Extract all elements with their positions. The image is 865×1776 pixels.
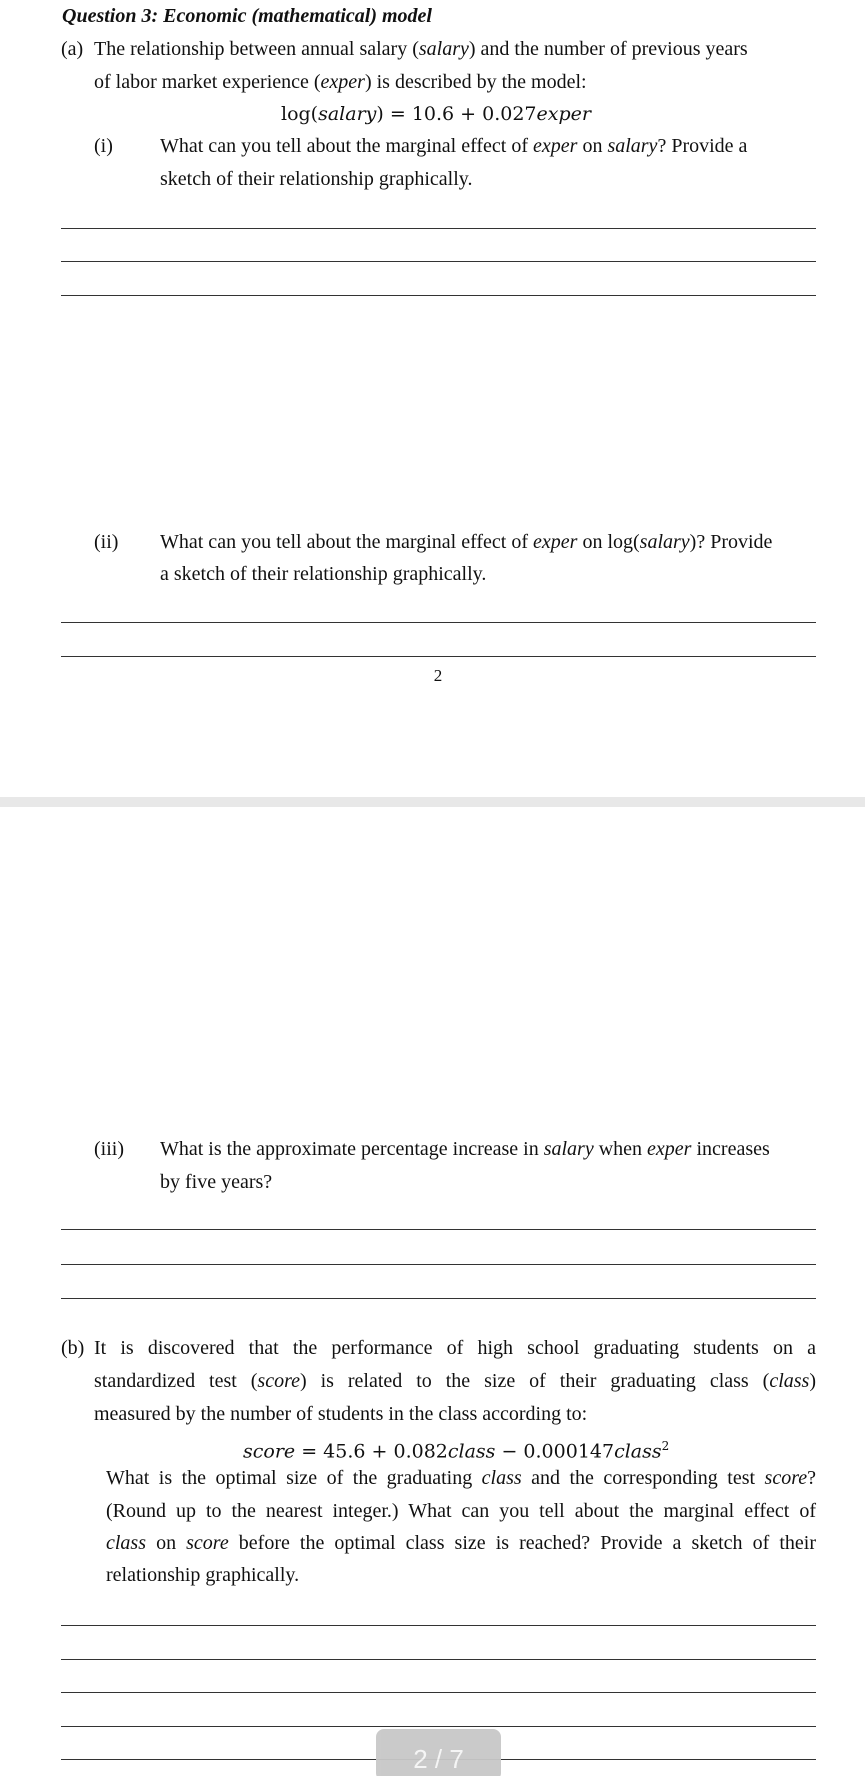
part-b-text-line-1: It is discovered that the performance of high school graduating students on a [94, 1337, 816, 1359]
answer-line [61, 656, 816, 657]
part-b-text-line-2: standardized test (score) is related to the size of their graduating class (class) [94, 1370, 816, 1392]
answer-line [61, 228, 816, 229]
part-b-label: (b) [61, 1337, 85, 1359]
part-b-question-line-2: (Round up to the nearest integer.) What can you tell about the marginal effect of [106, 1500, 816, 1522]
sub-ii-text-line-2: a sketch of their relationship graphically. [160, 563, 487, 585]
part-b-text-line-3: measured by the number of students in the class according to: [94, 1403, 588, 1425]
document-page-3 [0, 807, 865, 1776]
sub-iii-text-line-2: by five years? [160, 1171, 273, 1193]
answer-line [61, 295, 816, 296]
part-a-text-line-1: The relationship between annual salary (salary) and the number of previous years [94, 38, 748, 60]
part-b-question-line-1: What is the optimal size of the graduating class and the corresponding test score? [106, 1467, 816, 1489]
answer-line [61, 622, 816, 623]
document-page-2 [0, 0, 865, 797]
answer-line [61, 1625, 816, 1626]
sub-i-text-line-2: sketch of their relationship graphically. [160, 168, 473, 190]
page-separator [0, 797, 865, 807]
part-a-text-line-2: of labor market experience (exper) is described by the model: [94, 71, 587, 93]
part-a-label: (a) [61, 38, 84, 60]
answer-line [61, 1659, 816, 1660]
sub-i-label: (i) [94, 135, 113, 157]
answer-line [61, 1298, 816, 1299]
question-title: Question 3: Economic (mathematical) model [62, 5, 432, 27]
page-number: 2 [433, 666, 443, 685]
answer-line [61, 1726, 816, 1727]
salary-equation: log(salary) = 10.6 + 0.027exper [281, 103, 591, 125]
answer-line [61, 1692, 816, 1693]
sub-ii-text-line-1: What can you tell about the marginal effect of exper on log(salary)? Provide [160, 531, 773, 553]
score-equation: score = 45.6 + 0.082class − 0.000147class$^2$ [243, 1439, 670, 1463]
part-b-question-line-3: class on score before the optimal class size is reached? Provide a sketch of their [106, 1532, 817, 1554]
sub-i-text-line-1: What can you tell about the marginal effect of exper on salary? Provide a [160, 135, 748, 157]
sub-ii-label: (ii) [94, 531, 119, 553]
answer-line [61, 261, 816, 262]
answer-line [61, 1264, 816, 1265]
sub-iii-text-line-1: What is the approximate percentage increase in salary when exper increases [160, 1138, 770, 1160]
answer-line [61, 1229, 816, 1230]
part-b-question-line-4: relationship graphically. [106, 1564, 300, 1586]
sub-iii-label: (iii) [94, 1138, 124, 1160]
page-indicator[interactable]: 2 / 7 [376, 1729, 501, 1776]
